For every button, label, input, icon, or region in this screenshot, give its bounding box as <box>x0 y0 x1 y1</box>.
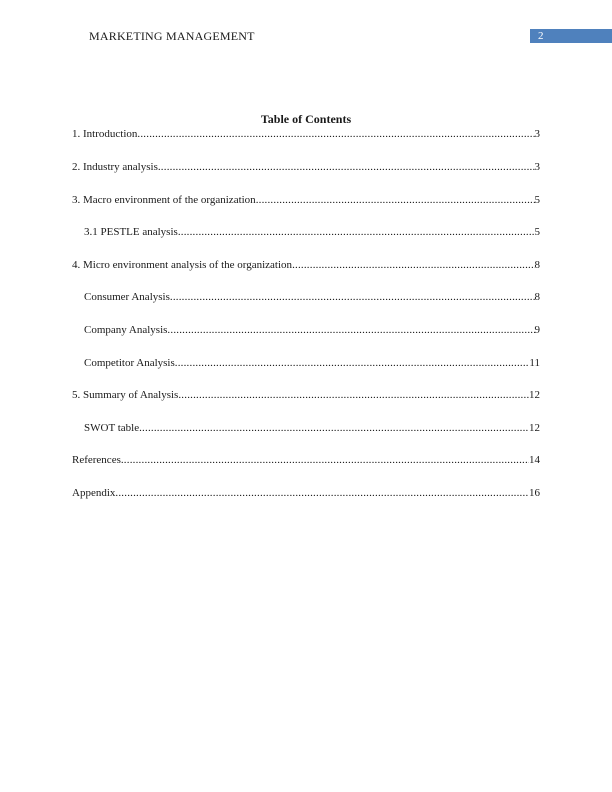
toc-entry-page: 3 <box>534 128 540 140</box>
toc-entry-page: 5 <box>534 226 540 238</box>
dot-leader <box>137 126 534 142</box>
toc-entry-micro-environment[interactable] <box>72 257 540 273</box>
toc-entry-label: 3. Macro environment of the organization <box>72 194 256 206</box>
toc-entry-swot-table[interactable] <box>84 420 540 436</box>
toc-entry-label: 3.1 PESTLE analysis <box>84 226 178 238</box>
toc-entry-page: 8 <box>534 259 540 271</box>
toc-entry-page: 16 <box>529 487 540 499</box>
toc-entry-company-analysis[interactable] <box>84 322 540 338</box>
toc-entry-label: References <box>72 454 121 466</box>
dot-leader <box>139 420 529 436</box>
dot-leader <box>170 289 535 305</box>
toc-entry-label: SWOT table <box>84 422 140 434</box>
toc-entry-competitor-analysis[interactable] <box>84 355 540 371</box>
dot-leader <box>121 452 529 468</box>
toc-entry-label: Consumer Analysis <box>84 291 170 303</box>
toc-entry-page: 8 <box>534 291 540 303</box>
toc-entry-label: Competitor Analysis <box>84 357 175 369</box>
toc-entry-label: 1. Introduction <box>72 128 138 140</box>
toc-entry-appendix[interactable] <box>72 485 540 501</box>
toc-entry-label: 4. Micro environment analysis of the organization <box>72 259 293 271</box>
header-title: MARKETING MANAGEMENT <box>89 29 255 43</box>
dot-leader <box>175 355 530 371</box>
toc-entry-page: 3 <box>534 161 540 173</box>
toc-entry-label: 2. Industry analysis <box>72 161 158 173</box>
toc-entry-label: Company Analysis <box>84 324 168 336</box>
toc-entry-consumer-analysis[interactable] <box>84 289 540 305</box>
toc-entry-label: Appendix <box>72 487 116 499</box>
toc-entry-label: 5. Summary of Analysis <box>72 389 179 401</box>
toc-entry-industry-analysis[interactable] <box>72 159 540 175</box>
dot-leader <box>158 159 535 175</box>
dot-leader <box>178 224 535 240</box>
toc-entry-page: 14 <box>529 454 540 466</box>
dot-leader <box>256 192 535 208</box>
dot-leader <box>167 322 534 338</box>
toc-entry-pestle-analysis[interactable] <box>84 224 540 240</box>
toc-entry-summary-of-analysis[interactable] <box>72 387 540 403</box>
toc-entry-references[interactable] <box>72 452 540 468</box>
dot-leader <box>115 485 529 501</box>
toc-entry-page: 9 <box>534 324 540 336</box>
toc-heading: Table of Contents <box>260 112 352 126</box>
page-number-badge: 2 <box>530 29 612 43</box>
toc-entry-page: 11 <box>529 357 540 369</box>
toc-entry-macro-environment[interactable] <box>72 192 540 208</box>
toc-entry-page: 12 <box>529 389 540 401</box>
toc-entry-page: 12 <box>529 422 540 434</box>
dot-leader <box>292 257 534 273</box>
dot-leader <box>178 387 529 403</box>
toc-entry-introduction[interactable] <box>72 126 540 142</box>
toc-entry-page: 5 <box>534 194 540 206</box>
